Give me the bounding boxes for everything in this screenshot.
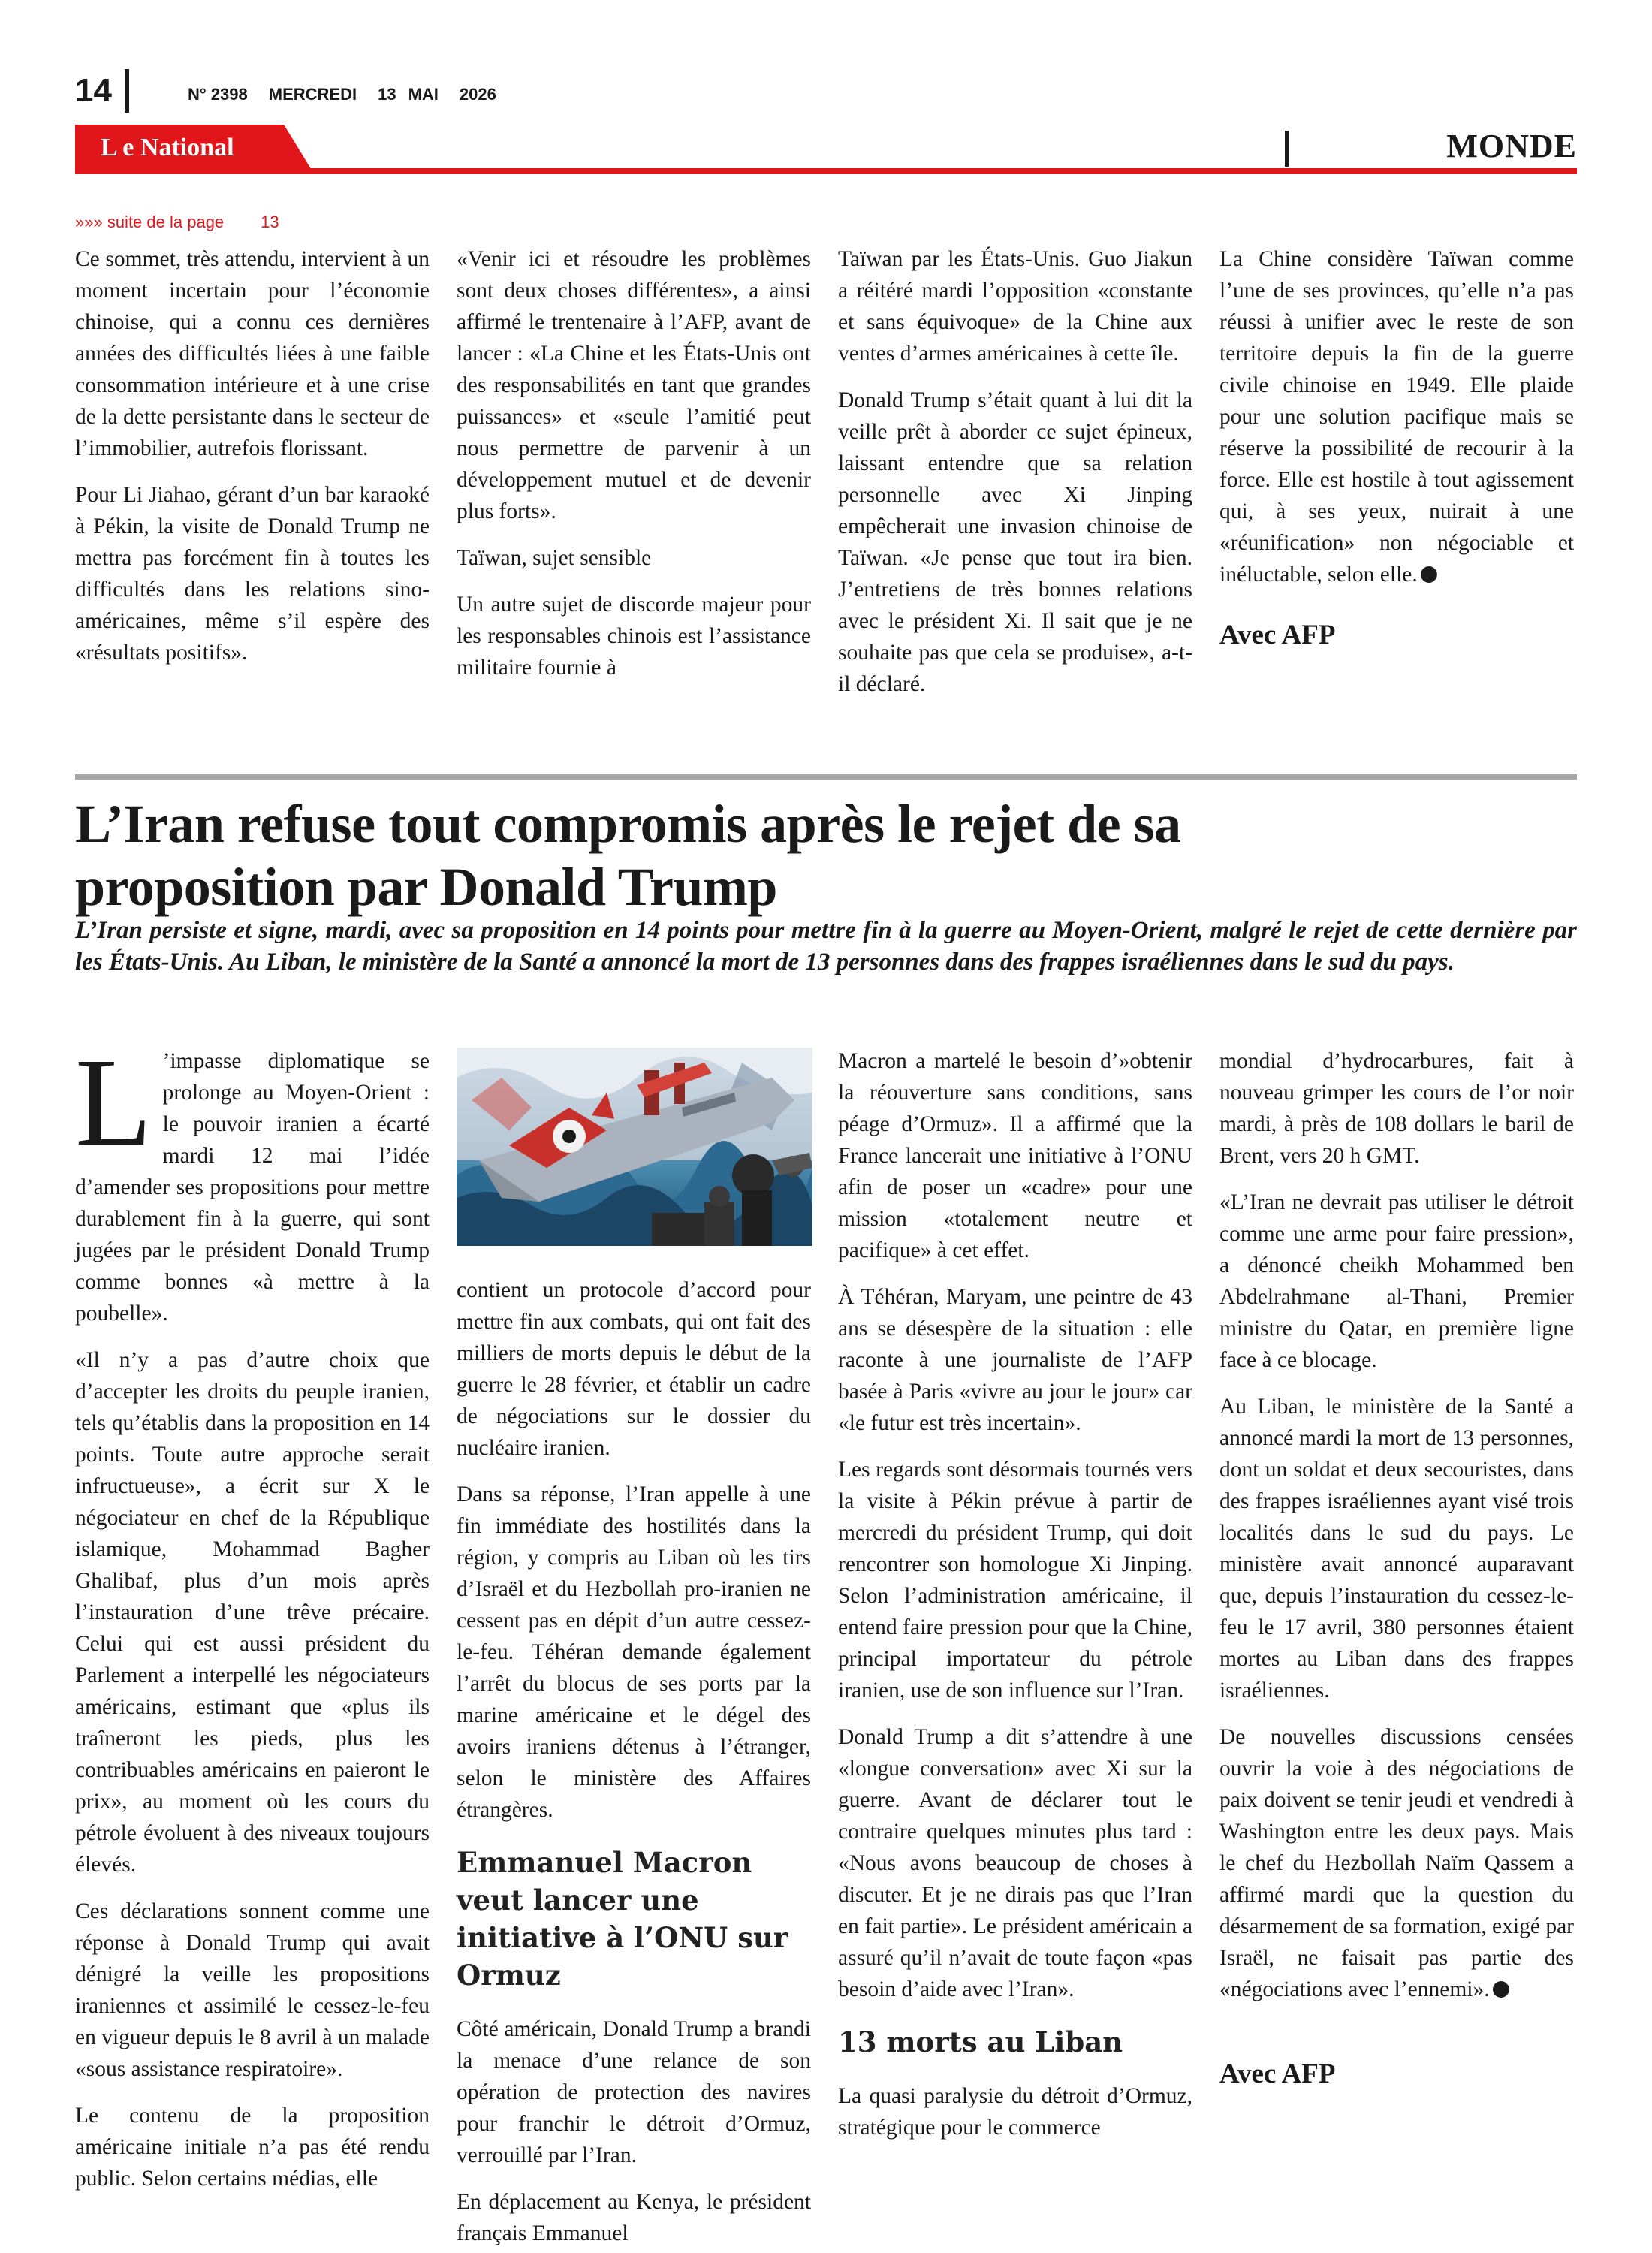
article-separator [75, 774, 1577, 780]
page-number: 14 [75, 72, 112, 109]
paragraph: contient un protocole d’accord pour mettre fin aux combats, qui ont fait des milliers de morts depuis le début de la guerre le 28 février, et établir un cadre de négociations sur le dossier du nucléaire iranien. [457, 1278, 811, 1460]
paragraph: Taïwan par les États-Unis. Guo Jiakun a réitéré mardi l’opposition «constante et sans équivoque» de la Chine aux ventes d’armes américaines à cette île. [838, 247, 1192, 366]
section-title: MONDE [1446, 128, 1577, 164]
header-red-rule [75, 168, 1577, 174]
headline-line-1: L’Iran refuse tout compromis après le rejet de sa [75, 794, 1181, 854]
paragraph: Dans sa réponse, l’Iran appelle à une fin immédiate des hostilités dans la région, y compris au Liban où les tirs d’Israël et du Hezbollah pro-iranien ne cessent pas en dépit d’un autre cessez-le-feu. Téhéran demande également l’arrêt du blocus de ses ports par la marine américaine et le dégel des avoirs iraniens détenus à l’étranger, selon le ministère des Affaires étrangères. [457, 1482, 811, 1822]
paragraph: Macron a martelé le besoin d’»obtenir la réouverture sans conditions, sans péage d’Ormuz». Il a affirmé que la France lancerait une initiative à l’ONU afin de poser un «cadre» pour une mission «totalement neutre et pacifique» à cet effet. [838, 1049, 1192, 1262]
article-lead: L’Iran persiste et signe, mardi, avec sa proposition en 14 points pour mettre fin à la guerre au Moyen-Orient, malgré le rejet de cette dernière par les États-Unis. Au Liban, le ministère de la Santé a annoncé la mort de 13 personnes dans des frappes israéliennes dans le sud du pays. [75, 917, 1577, 976]
section-divider [1285, 131, 1289, 167]
end-of-article-icon [1421, 566, 1437, 583]
top-article-column-4 [1219, 243, 1574, 652]
top-article-column-2 [457, 243, 811, 683]
issue-month: MAI [408, 85, 439, 104]
newspaper-brand: L e National [101, 134, 234, 161]
issue-info [188, 85, 517, 104]
page-number-divider [125, 69, 129, 113]
paragraph: Un autre sujet de discorde majeur pour les responsables chinois est l’assistance militaire fournie à [457, 593, 811, 680]
main-article-column-2 [457, 1274, 811, 2249]
main-article-column-1 [75, 1033, 430, 2194]
paragraph: «Il n’y a pas d’autre choix que d’accepter les droits du peuple iranien, tels qu’établis dans la proposition en 14 points. Toute autre approche serait infructueuse», a écrit sur X le négociateur en chef de la République islamique, Mohammad Bagher Ghalibaf, plus d’un mois après l’instauration d’une trêve précaire. Celui qui est aussi président du Parlement a interpellé les négociateurs américains, estimant que «plus ils traîneront les pieds, plus les contribuables américains en paieront le prix», au moment où les cours du pétrole évoluent à des niveaux toujours élevés. [75, 1348, 430, 1877]
issue-year: 2026 [459, 85, 496, 104]
paragraph: À Téhéran, Maryam, une peintre de 43 ans se désespère de la situation : elle raconte à une journaliste de l’AFP basée à Paris «vivre au jour le jour» car «le futur est très incertain». [838, 1285, 1192, 1435]
continued-from-note [75, 212, 279, 233]
paragraph-text: ’impasse diplomatique se prolonge au Moyen-Orient : le pouvoir iranien a écarté mardi 12 mai l’idée d’amender ses propositions pour mettre durablement fin à la guerre, qui sont jugées par le président Donald Trump comme bonnes «à mettre à la poubelle». [75, 1049, 430, 1326]
continued-marker: »»» suite de la page [75, 213, 225, 231]
paragraph: Au Liban, le ministère de la Santé a annoncé mardi la mort de 13 personnes, dont un soldat et deux secouristes, dans des frappes israéliennes ayant visé trois localités dans le sud du pays. Le ministère avait annoncé auparavant que, depuis l’instauration du cessez-le-feu le 17 avril, 380 personnes étaient mortes au Liban dans des frappes israéliennes. [1219, 1395, 1574, 1703]
paragraph: Ces déclarations sonnent comme une réponse à Donald Trump qui avait dénigré la veille les propositions iraniennes et assimilé le cessez-le-feu en vigueur depuis le 8 avril à un malade «sous assistance respiratoire». [75, 1899, 430, 2081]
mural-warship-photo [457, 1048, 812, 1246]
issue-day: 13 [378, 85, 396, 104]
paragraph: «L’Iran ne devrait pas utiliser le détroit comme une arme pour faire pression», a dénoncé cheikh Mohammed ben Abdelrahmane al-Thani, Premier ministre du Qatar, en première ligne face à ce blocage. [1219, 1190, 1574, 1372]
paragraph: Donald Trump a dit s’attendre à une «longue conversation» avec Xi sur la guerre. Avant de déclarer tout le contraire quelques minutes plus tard : «Nous avons beaucoup de choses à discuter. Et je ne dirais pas que l’Iran en fait partie». Le président américain a assuré qu’il n’avait de toute façon «pas besoin d’aide avec l’Iran». [838, 1725, 1192, 2001]
paragraph [1219, 1721, 1574, 2005]
end-of-article-icon [1493, 1981, 1509, 1998]
paragraph: mondial d’hydrocarbures, fait à nouveau grimper les cours de l’or noir mardi, à près de 108 dollars le baril de Brent, vers 20 h GMT. [1219, 1049, 1574, 1168]
paragraph: Ce sommet, très attendu, intervient à un moment incertain pour l’économie chinoise, qui a connu ces dernières années des difficultés liées à une faible consommation intérieure et à une crise de la dette persistante dans le secteur de l’immobilier, autrefois florissant. [75, 247, 430, 460]
paragraph-text: De nouvelles discussions censées ouvrir la voie à des négociations de paix doivent se tenir jeudi et vendredi à Washington entre les deux pays. Mais le chef du Hezbollah Naïm Qassem a affirmé mardi que la question du désarmement de sa formation, exigé par Israël, ne faisait pas partie des «négociations avec l’ennemi». [1219, 1725, 1574, 2001]
paragraph: «Venir ici et résoudre les problèmes sont deux choses différentes», a ainsi affirmé le trentenaire à l’AFP, avant de lancer : «La Chine et les États-Unis ont des responsabilités en tant que grandes puissances» et «seule l’amitié peut nous permettre de parvenir à un développement mutuel et de devenir plus forts». [457, 247, 811, 523]
top-article-column-3 [838, 243, 1192, 700]
issue-number: N° 2398 [188, 85, 248, 104]
issue-weekday: MERCREDI [268, 85, 357, 104]
paragraph [75, 1033, 430, 1329]
paragraph: Côté américain, Donald Trump a brandi la menace d’une relance de son opération de protection des navires pour franchir le détroit d’Ormuz, verrouillé par l’Iran. [457, 2017, 811, 2167]
paragraph: Donald Trump s’était quant à lui dit la veille prêt à aborder ce sujet épineux, laissant entendre que sa relation personnelle avec Xi Jinping empêcherait une invasion chinoise de Taïwan. «Je pense que tout ira bien. J’entretiens de très bonnes relations avec le président Xi. Il sait que je ne souhaite pas que cela se produise», a-t-il déclaré. [838, 388, 1192, 696]
main-article-column-3 [838, 1045, 1192, 2143]
continued-page: 13 [261, 213, 279, 231]
section-subhead: 13 morts au Liban [838, 2025, 1123, 2058]
paragraph: Le contenu de la proposition américaine initiale n’a pas été rendu public. Selon certains médias, elle [75, 2104, 430, 2191]
article-headline [75, 792, 1577, 918]
main-article-column-4 [1219, 1045, 1574, 2091]
headline-line-2: proposition par Donald Trump [75, 857, 777, 917]
photo-illustration [457, 1048, 812, 1246]
top-article-column-1 [75, 243, 430, 668]
paragraph: En déplacement au Kenya, le président français Emmanuel [457, 2190, 811, 2245]
inline-subhead: Taïwan, sujet sensible [457, 546, 652, 570]
paragraph-text: La Chine considère Taïwan comme l’une de ses provinces, qu’elle n’a pas réussi à unifier avec le reste de son territoire depuis la fin de la guerre civile chinoise en 1949. Elle plaide pour une solution pacifique mais se réserve la possibilité de recourir à la force. Elle est hostile à tout agissement qui, à ses yeux, nuirait à une «réunification» non négociable et inéluctable, selon elle. [1219, 247, 1574, 587]
paragraph: Les regards sont désormais tournés vers la visite à Pékin prévue à partir de mercredi du président Trump, qui doit rencontrer son homologue Xi Jinping. Selon l’administration américaine, il entend faire pression pour que la Chine, principal importateur du pétrole iranien, use de son influence sur l’Iran. [838, 1458, 1192, 1703]
drop-cap: L [75, 1033, 152, 1172]
section-subhead: Emmanuel Macron veut lancer une initiative à l’ONU sur Ormuz [457, 1846, 788, 1992]
paragraph [1219, 243, 1574, 590]
article-signature: Avec AFP [1219, 2058, 1336, 2089]
article-signature: Avec AFP [1219, 620, 1336, 650]
paragraph: La quasi paralysie du détroit d’Ormuz, stratégique pour le commerce [838, 2084, 1192, 2140]
paragraph: Pour Li Jiahao, gérant d’un bar karaoké à Pékin, la visite de Donald Trump ne mettra pas forcément fin à toutes les difficultés dans les relations sino-américaines, même s’il espère des «résultats positifs». [75, 483, 430, 665]
